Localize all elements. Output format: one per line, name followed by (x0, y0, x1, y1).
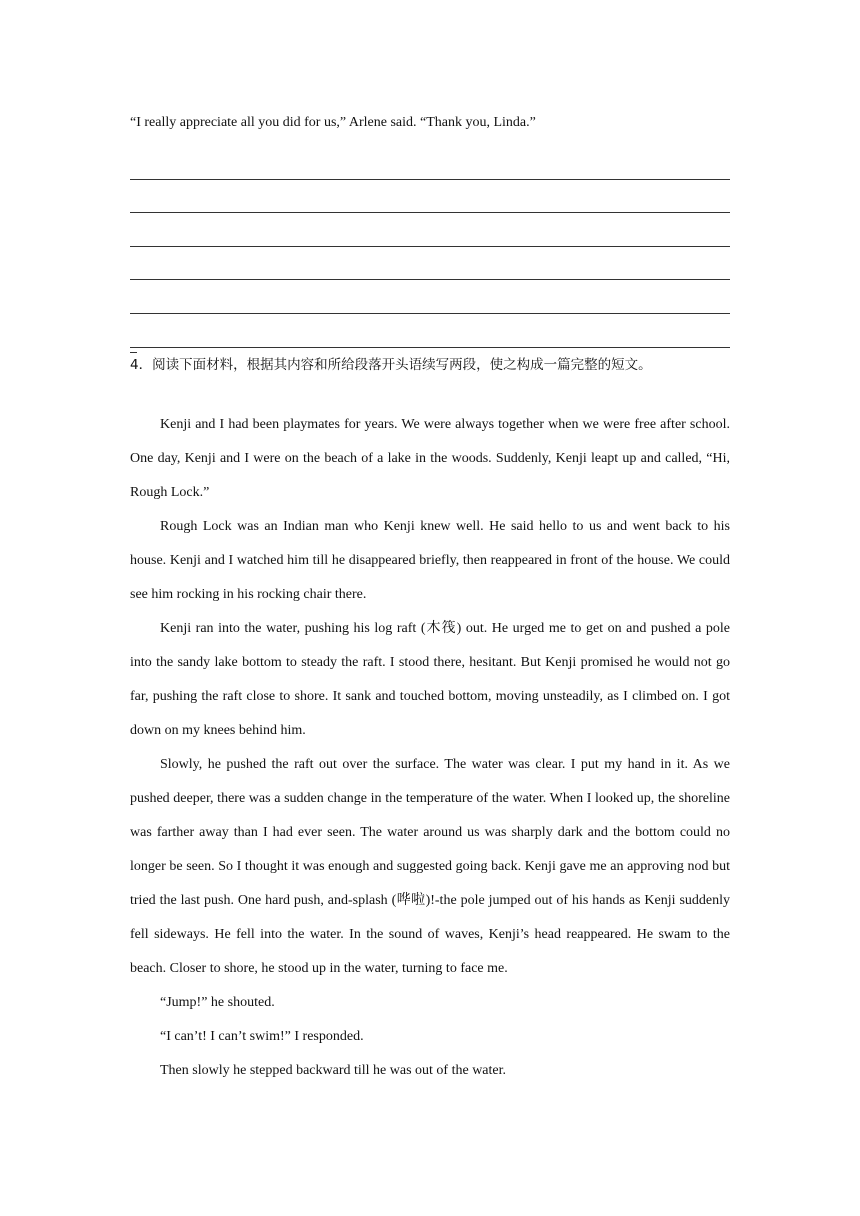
passage-paragraph: Then slowly he stepped backward till he was out of the water. (160, 1063, 507, 1078)
passage-paragraph: Kenji ran into the water, pushing his log raft (木筏) out. He urged me to get on and pushed a pole into the sandy lake bottom to steady the raft. I stood there, hesitant. But Kenji promised he would not go far, pushing the raft close to shore. It sank and touched bottom, moving unsteadily, as I climbed on. I got down on my knees behind him. (130, 621, 730, 738)
question-heading: 4．阅读下面材料，根据其内容和所给段落开头语续写两段，使之构成一篇完整的短文。 (130, 357, 652, 373)
passage-paragraph: Kenji and I had been playmates for years. We were always together when we were free after school. One day, Kenji and I were on the beach of a lake in the woods. Suddenly, Kenji leapt up and called, “Hi, Rough Lock.” (130, 417, 730, 500)
answer-line (130, 314, 730, 348)
answer-line (130, 247, 730, 281)
answer-line (130, 180, 730, 214)
passage-paragraph: Rough Lock was an Indian man who Kenji knew well. He said hello to us and went back to his house. Kenji and I watched him till he disappeared briefly, then reappeared in front of the house. We could see him rocking in his rocking chair there. (130, 519, 730, 602)
answer-line (130, 213, 730, 247)
passage-paragraph: “Jump!” he shouted. (160, 995, 275, 1010)
answer-writing-lines (130, 146, 730, 348)
answer-line (130, 146, 730, 180)
passage-paragraph: “I can’t! I can’t swim!” I responded. (160, 1029, 364, 1044)
previous-passage-last-line: “I really appreciate all you did for us,” Arlene said. “Thank you, Linda.” (130, 115, 536, 130)
reading-passage (130, 408, 730, 1088)
passage-paragraph: Slowly, he pushed the raft out over the surface. The water was clear. I put my hand in it. As we pushed deeper, there was a sudden change in the temperature of the water. When I looked up, the shoreline was farther away than I had ever seen. The water around us was sharply dark and the bottom could no longer be seen. So I thought it was enough and suggested going back. Kenji gave me an approving nod but tried the last push. One hard push, and-splash (哗啦)!-the pole jumped out of his hands as Kenji suddenly fell sideways. He fell into the water. In the sound of waves, Kenji’s head reappeared. He swam to the beach. Closer to shore, he stood up in the water, turning to face me. (130, 757, 730, 976)
answer-line (130, 280, 730, 314)
